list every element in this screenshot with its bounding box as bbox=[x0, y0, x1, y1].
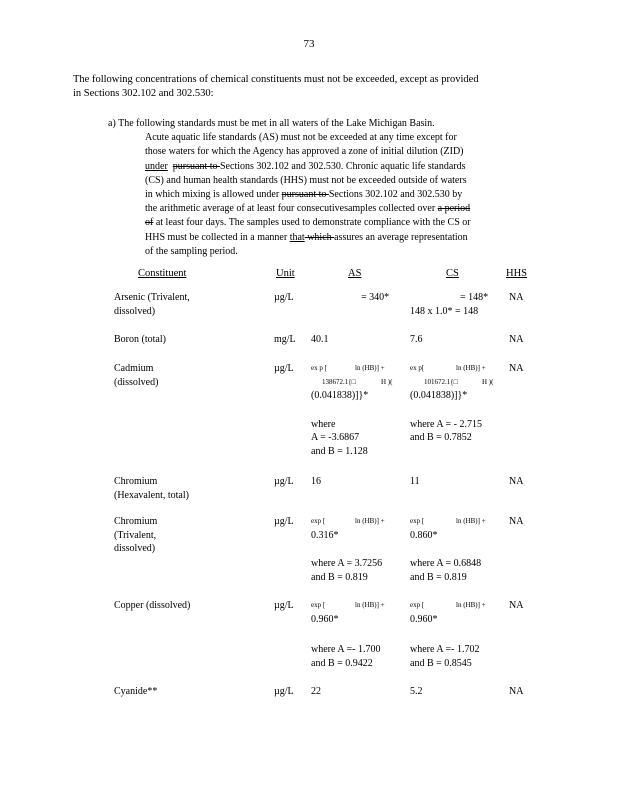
as-formula: ln (HB)] + bbox=[355, 601, 385, 609]
as-value: 22 bbox=[311, 686, 321, 697]
cs-formula: exp [ bbox=[410, 517, 425, 525]
header-cs: CS bbox=[446, 268, 459, 279]
intro-line: in Sections 302.102 and 302.530: bbox=[73, 88, 214, 99]
cs-value: where A = - 2.715 bbox=[410, 419, 483, 430]
as-formula: 138672.1{□ bbox=[322, 378, 356, 386]
hhs-value: NA bbox=[509, 292, 524, 303]
cs-formula: ln (HB)] + bbox=[456, 517, 486, 525]
as-value: and B = 0.819 bbox=[311, 572, 368, 583]
table-row-constituent bbox=[114, 515, 157, 556]
cs-value: and B = 0.8545 bbox=[410, 658, 472, 669]
as-formula: H )( bbox=[381, 378, 393, 386]
hhs-value: NA bbox=[509, 686, 524, 697]
hhs-value: NA bbox=[509, 600, 524, 611]
standards-paragraph bbox=[108, 117, 471, 259]
as-value: A = -3.6867 bbox=[311, 432, 360, 443]
constituent-line: dissolved) bbox=[114, 543, 156, 554]
hhs-value: NA bbox=[509, 334, 524, 345]
cs-value: 0.960* bbox=[410, 614, 438, 625]
standards-line bbox=[108, 216, 471, 230]
standards-text: HHS must be collected in a manner bbox=[145, 231, 290, 243]
cs-value: where A = 0.6848 bbox=[410, 558, 482, 569]
standards-text: at least four days. The samples used to demonstrate compliance with the CS or bbox=[153, 217, 471, 229]
standards-line: of the sampling period. bbox=[145, 245, 238, 257]
table-row-unit: µg/L bbox=[274, 292, 294, 303]
constituent-line: Arsenic (Trivalent, bbox=[114, 292, 190, 303]
standards-line: a) The following standards must be met in all waters of the Lake Michigan Basin. bbox=[108, 118, 435, 129]
as-value: and B = 1.128 bbox=[311, 446, 368, 457]
as-value: where A = 3.7256 bbox=[311, 558, 383, 569]
standards-text: assures an average representation bbox=[334, 231, 468, 243]
deleted-text: pursuant to bbox=[172, 160, 220, 172]
cs-value: and B = 0.819 bbox=[410, 572, 467, 583]
cs-value: where A =- 1.702 bbox=[410, 644, 480, 655]
as-formula: exp [ bbox=[311, 601, 326, 609]
hhs-value: NA bbox=[509, 363, 524, 374]
constituent-line: (Trivalent, bbox=[114, 529, 157, 541]
constituent-line: Chromium bbox=[114, 516, 158, 527]
as-value: and B = 0.9422 bbox=[311, 658, 373, 669]
table-row-unit: µg/L bbox=[274, 363, 294, 374]
standards-line: those waters for which the Agency has approved a zone of initial dilution (ZID) bbox=[145, 146, 464, 158]
table-row-unit: mg/L bbox=[274, 334, 296, 345]
cs-formula: ln (HB)] + bbox=[456, 601, 486, 609]
cs-formula: H )( bbox=[482, 378, 494, 386]
constituent-line: dissolved) bbox=[114, 305, 156, 317]
as-value: 40.1 bbox=[311, 334, 329, 345]
table-row-constituent bbox=[114, 362, 158, 389]
as-value: 16 bbox=[311, 476, 321, 487]
intro-paragraph bbox=[73, 73, 479, 101]
standards-line: Acute aquatic life standards (AS) must not be exceeded at any time except for bbox=[145, 132, 457, 144]
table-row-unit: µg/L bbox=[274, 516, 294, 527]
standards-line bbox=[108, 231, 471, 245]
as-formula: ln (HB)] + bbox=[355, 364, 385, 372]
table-row-constituent bbox=[114, 291, 190, 318]
header-as: AS bbox=[348, 268, 362, 279]
standards-text: in which mixing is allowed under bbox=[145, 189, 282, 201]
table-row-unit: µg/L bbox=[274, 686, 294, 697]
inserted-text: under bbox=[145, 160, 168, 172]
cs-value: 11 bbox=[410, 476, 420, 487]
constituent-line: (dissolved) bbox=[114, 376, 159, 388]
as-value: = 340* bbox=[361, 292, 390, 303]
cs-value: 148 x 1.0* = 148 bbox=[410, 306, 479, 317]
cs-formula: exp [ bbox=[410, 601, 425, 609]
deleted-text: which bbox=[304, 231, 335, 243]
as-formula: ex p [ bbox=[311, 364, 327, 372]
cs-value: (0.041838)]}* bbox=[410, 390, 468, 401]
standards-line: (CS) and human health standards (HHS) must not be exceeded outside of waters bbox=[145, 174, 467, 186]
inserted-text: that bbox=[289, 231, 305, 243]
cs-value: 7.6 bbox=[410, 334, 423, 345]
cs-value: = 148* bbox=[460, 292, 489, 303]
table-row-constituent: Cyanide** bbox=[114, 686, 158, 697]
standards-text: the arithmetic average of at least four consecutivesamples collected over bbox=[145, 203, 438, 215]
table-row-constituent bbox=[114, 475, 189, 502]
as-value: 0.316* bbox=[311, 530, 339, 541]
deleted-text: of bbox=[145, 217, 154, 229]
cs-formula: ex p[ bbox=[410, 364, 425, 372]
table-row-constituent: Copper (dissolved) bbox=[114, 600, 191, 611]
as-value: where bbox=[311, 419, 336, 430]
standards-line bbox=[108, 202, 471, 216]
constituent-line: Cadmium bbox=[114, 363, 154, 374]
constituent-line: Chromium bbox=[114, 476, 158, 487]
cs-value: and B = 0.7852 bbox=[410, 432, 472, 443]
as-formula: exp [ bbox=[311, 517, 326, 525]
table-row-unit: µg/L bbox=[274, 600, 294, 611]
cs-formula: 101672.1{□ bbox=[424, 378, 458, 386]
table-row-constituent: Boron (total) bbox=[114, 334, 166, 345]
deleted-text: a period bbox=[437, 203, 471, 215]
header-unit: Unit bbox=[276, 268, 295, 279]
standards-line bbox=[108, 160, 471, 174]
cs-formula: ln (HB)] + bbox=[456, 364, 486, 372]
cs-value: 0.860* bbox=[410, 530, 438, 541]
intro-line: The following concentrations of chemical constituents must not be exceeded, except as provided bbox=[73, 74, 479, 85]
standards-text: Sections 302.102 and 302.530 by bbox=[328, 189, 463, 201]
header-hhs: HHS bbox=[506, 268, 528, 279]
hhs-value: NA bbox=[509, 476, 524, 487]
header-constituent: Constituent bbox=[138, 268, 187, 279]
standards-text: Sections 302.102 and 302.530. Chronic aquatic life standards bbox=[220, 160, 466, 172]
as-value: 0.960* bbox=[311, 614, 339, 625]
as-formula: ln (HB)] + bbox=[355, 517, 385, 525]
page-number: 73 bbox=[303, 38, 315, 50]
table-row-unit: µg/L bbox=[274, 476, 294, 487]
standards-line bbox=[108, 188, 471, 202]
as-value: (0.041838)]}* bbox=[311, 390, 369, 401]
as-value: where A =- 1.700 bbox=[311, 644, 381, 655]
hhs-value: NA bbox=[509, 516, 524, 527]
deleted-text: pursuant to bbox=[281, 189, 329, 201]
cs-value: 5.2 bbox=[410, 686, 423, 697]
constituent-line: (Hexavalent, total) bbox=[114, 489, 189, 501]
